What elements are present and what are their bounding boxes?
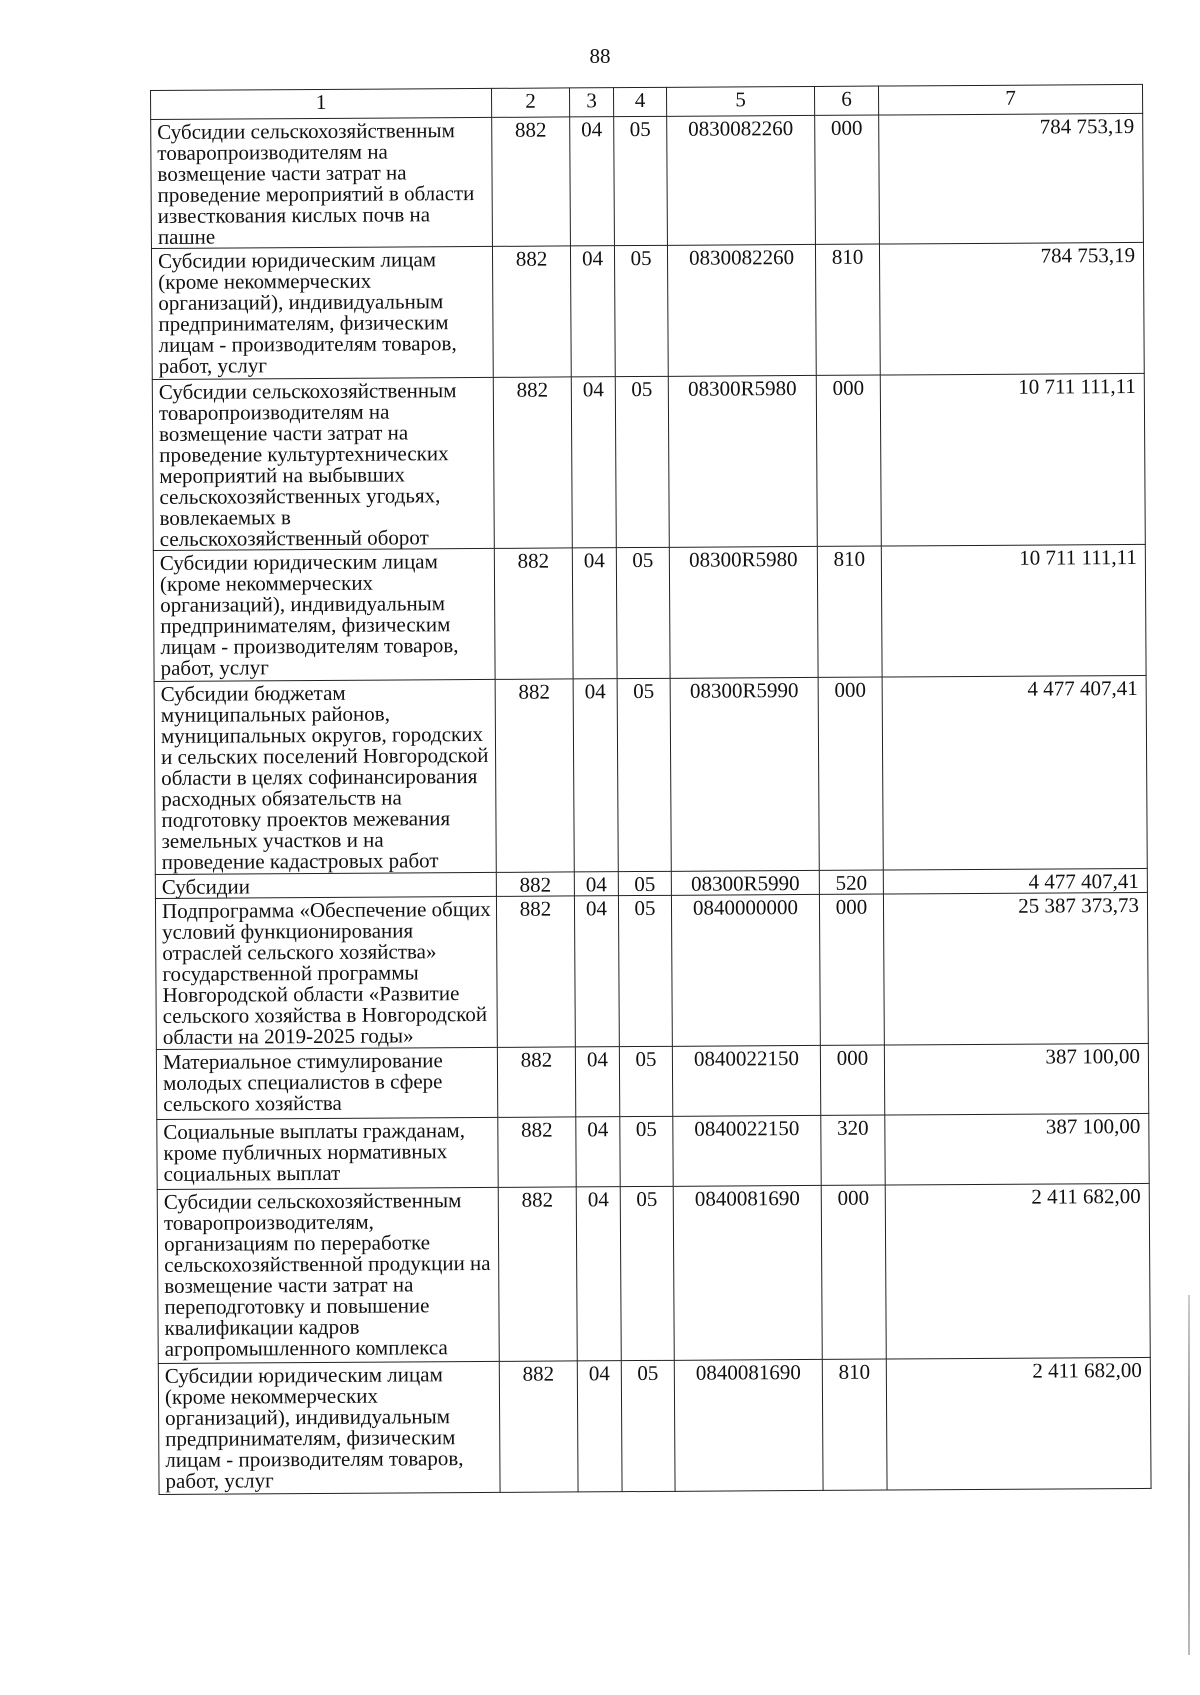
expense-type-code: 320 xyxy=(821,1115,885,1185)
row-name: Субсидии сельскохозяйственным товаропроизводителям, организациям по переработке сельскохозяйственной продукции на возмещение части затрат на переподготовку и повышение квалификации кадров агропромышленного комплекса xyxy=(157,1187,499,1363)
subsection-code: 05 xyxy=(616,547,670,678)
amount: 4 477 407,41 xyxy=(883,868,1147,894)
amount: 387 100,00 xyxy=(885,1113,1149,1185)
target-article-code: 0830082260 xyxy=(667,244,816,376)
row-name: Субсидии юридическим лицам (кроме некоммерческих организаций), индивидуальным предпринимателям, физическим лицам - производителям товаров, работ, услуг xyxy=(158,1361,500,1494)
table-row xyxy=(155,892,1148,1049)
target-article-code: 0840022150 xyxy=(672,1045,820,1116)
amount: 2 411 682,00 xyxy=(886,1357,1151,1490)
expense-type-code: 520 xyxy=(819,870,883,894)
expense-type-code: 810 xyxy=(815,244,880,375)
table-row xyxy=(151,242,1144,379)
target-article-code: 0840081690 xyxy=(673,1185,822,1360)
section-code: 04 xyxy=(576,1117,620,1187)
subsection-code: 05 xyxy=(617,678,671,871)
amount: 4 477 407,41 xyxy=(882,675,1147,870)
section-code: 04 xyxy=(575,1047,619,1117)
section-code: 04 xyxy=(572,548,617,679)
expense-type-code: 000 xyxy=(819,894,884,1045)
target-article-code: 0830082260 xyxy=(667,115,816,245)
amount: 784 753,19 xyxy=(879,113,1144,244)
row-name: Подпрограмма «Обеспечение общих условий функционирования отраслей сельского хозяйства» государственной программы Новгородской области «Развитие сельского хозяйства в Новгородской области на 2019-2025 годы» xyxy=(155,896,497,1049)
chapter-code: 882 xyxy=(498,1117,576,1187)
table-row xyxy=(154,675,1147,874)
expense-type-code: 000 xyxy=(818,677,883,870)
amount: 2 411 682,00 xyxy=(885,1183,1150,1359)
target-article-code: 08300R5980 xyxy=(669,546,818,678)
table-row xyxy=(157,1183,1150,1363)
expense-type-code: 000 xyxy=(821,1185,886,1359)
expense-type-code: 000 xyxy=(820,1045,884,1115)
table-row xyxy=(151,113,1144,248)
subsection-code: 05 xyxy=(618,895,672,1046)
section-code: 04 xyxy=(570,117,615,246)
expense-type-code: 000 xyxy=(815,115,880,244)
target-article-code: 08300R5990 xyxy=(671,870,819,895)
header-col-6: 6 xyxy=(814,86,878,115)
section-code: 04 xyxy=(574,896,619,1047)
chapter-code: 882 xyxy=(492,117,571,246)
table-row xyxy=(157,1113,1149,1189)
table-row xyxy=(156,1043,1148,1119)
subsection-code: 05 xyxy=(615,376,669,547)
subsection-code: 05 xyxy=(621,1360,675,1491)
row-name: Субсидии бюджетам муниципальных районов, муниципальных округов, городских и сельских поселений Новгородской области в целях софинансирования расходных обязательств на подготовку проектов межевания земельных участков и на проведение кадастровых работ xyxy=(154,679,496,874)
table-row xyxy=(152,373,1145,550)
amount: 25 387 373,73 xyxy=(883,892,1148,1045)
chapter-code: 882 xyxy=(497,1047,575,1117)
chapter-code: 882 xyxy=(496,896,575,1047)
expense-type-code: 810 xyxy=(817,546,882,677)
header-col-5: 5 xyxy=(666,86,814,116)
target-article-code: 0840081690 xyxy=(674,1359,823,1491)
target-article-code: 0840022150 xyxy=(673,1115,821,1186)
section-code: 04 xyxy=(576,1187,621,1361)
table-row xyxy=(153,544,1146,681)
header-col-2: 2 xyxy=(491,88,569,117)
header-col-1: 1 xyxy=(151,88,492,119)
subsection-code: 05 xyxy=(618,871,671,895)
row-name: Субсидии сельскохозяйственным товаропроизводителям на возмещение части затрат на проведение культуртехнических мероприятий на выбывших сельскохозяйственных угодьях, вовлекаемых в сельскохозяйственный оборот xyxy=(152,377,494,550)
section-code: 04 xyxy=(574,872,618,896)
target-article-code: 0840000000 xyxy=(671,894,820,1046)
chapter-code: 882 xyxy=(496,872,574,896)
amount: 10 711 111,11 xyxy=(881,544,1146,677)
row-name: Субсидии юридическим лицам (кроме некоммерческих организаций), индивидуальным предпринимателям, физическим лицам - производителям товаров, работ, услуг xyxy=(153,548,495,681)
row-name: Материальное стимулирование молодых специалистов в сфере сельского хозяйства xyxy=(156,1047,497,1119)
chapter-code: 882 xyxy=(499,1361,578,1492)
chapter-code: 882 xyxy=(493,377,572,548)
chapter-code: 882 xyxy=(495,679,574,872)
target-article-code: 08300R5990 xyxy=(670,677,819,871)
section-code: 04 xyxy=(571,377,616,548)
subsection-code: 05 xyxy=(620,1186,674,1360)
subsection-code: 05 xyxy=(619,1046,672,1116)
row-name: Социальные выплаты гражданам, кроме публичных нормативных социальных выплат xyxy=(157,1117,498,1189)
section-code: 04 xyxy=(570,246,615,377)
subsection-code: 05 xyxy=(614,116,668,245)
row-name: Субсидии xyxy=(155,872,496,898)
row-name: Субсидии сельскохозяйственным товаропроизводителям на возмещение части затрат на проведение мероприятий в области известкования кислых почв на пашне xyxy=(151,117,493,248)
budget-table xyxy=(150,84,1152,1495)
chapter-code: 882 xyxy=(498,1187,577,1361)
row-name: Субсидии юридическим лицам (кроме некоммерческих организаций), индивидуальным предпринимателям, физическим лицам - производителям товаров, работ, услуг xyxy=(151,246,493,379)
expense-type-code: 000 xyxy=(816,375,881,546)
header-col-3: 3 xyxy=(569,88,613,117)
amount: 784 753,19 xyxy=(879,242,1144,375)
chapter-code: 882 xyxy=(494,548,573,679)
chapter-code: 882 xyxy=(492,246,571,377)
subsection-code: 05 xyxy=(620,1116,673,1186)
page-number: 88 xyxy=(589,44,611,68)
target-article-code: 08300R5980 xyxy=(668,375,817,547)
header-col-7: 7 xyxy=(878,84,1142,115)
amount: 10 711 111,11 xyxy=(880,373,1145,546)
section-code: 04 xyxy=(573,679,618,872)
expense-type-code: 810 xyxy=(822,1359,887,1490)
subsection-code: 05 xyxy=(614,245,668,376)
scan-edge-artifact xyxy=(1188,1295,1190,1655)
header-col-4: 4 xyxy=(613,87,666,116)
amount: 387 100,00 xyxy=(884,1043,1148,1115)
table-row xyxy=(158,1357,1151,1494)
section-code: 04 xyxy=(577,1361,622,1492)
